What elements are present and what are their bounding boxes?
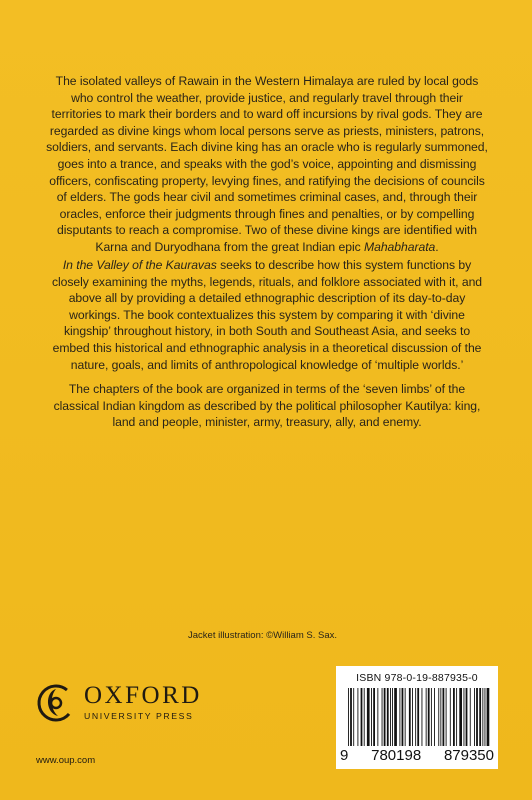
barcode-bar	[412, 688, 413, 746]
blurb-text-2: seeks to describe how this system functions by closely examining the myths, legends, rituals, and folklore associated with it, and above all by providing a detailed ethnographic description of its day-to-day workings. The book contextualizes this system by comparing it with ‘divine kingship’ throughout history, in both South and Southeast Asia, and seeks to embed this historical and ethnographic analysis in a theoretical discussion of the nature, goals, and limits of anthropological knowledge of ‘multiple worlds.’	[51, 258, 483, 372]
publisher-name: OXFORD	[84, 682, 202, 709]
barcode-bar	[438, 688, 439, 746]
barcode-bar	[487, 688, 490, 746]
barcode-bar	[394, 688, 397, 746]
barcode-bar	[443, 688, 445, 746]
barcode-bar	[459, 688, 462, 746]
barcode-bar	[417, 688, 419, 746]
barcode-bar	[373, 688, 375, 746]
barcode-bar	[361, 688, 363, 746]
barcode-bar	[364, 688, 365, 746]
barcode-bar	[466, 688, 468, 746]
barcode-bar	[479, 688, 481, 746]
publisher-subtitle: UNIVERSITY PRESS	[84, 711, 194, 721]
barcode-digit-group-1: 780198	[371, 747, 422, 764]
barcode-bar	[399, 688, 400, 746]
barcode-bar	[476, 688, 478, 746]
barcode-bar	[415, 688, 416, 746]
barcode-bar	[409, 688, 411, 746]
barcode-bar	[453, 688, 455, 746]
blurb-text-3: The chapters of the book are organized in terms of the ‘seven limbs’ of the classical Indian kingdom as described by the political philosopher Kautilya: king, land and people, minister, army, treasury, ally, and enemy.	[53, 382, 481, 430]
barcode-digit-group-2: 879350	[443, 747, 494, 764]
barcode-bar	[485, 688, 486, 746]
barcode-bar	[456, 688, 457, 746]
barcode-bar	[384, 688, 386, 746]
blurb-text-1: The isolated valleys of Rawain in the Western Himalaya are ruled by local gods who control the weather, provide justice, and regularly travel through their territories to mark their borders and to ward off incursions by rival gods. They are regarded as divine kings whom local persons serve as priests, ministers, patrons, soldiers, and servants. Each divine king has an oracle who is regularly summoned, goes into a trance, and speaks with the god’s voice, appointing and dismissing officers, confiscating property, levying fines, and ratifying the decisions of councils of elders. The gods hear civil and sometimes criminal cases, and, through their oracles, enforce their judgments through fines and penalties, or by compelling disputants to reach a compromise. Two of these divine kings are identified with Karna and Duryodhana from the great Indian epic	[46, 74, 488, 254]
publisher-logo	[36, 683, 202, 723]
barcode-bar	[464, 688, 465, 746]
barcode-digits	[340, 748, 494, 764]
barcode-bar	[428, 688, 430, 746]
blurb-paragraph-1	[46, 73, 488, 256]
barcode-bar	[350, 688, 352, 746]
barcode-bar	[392, 688, 393, 746]
barcode-bar	[422, 688, 423, 746]
barcode-digit-prefix: 9	[340, 747, 349, 764]
oxford-swirl-icon	[36, 683, 76, 723]
jacket-credit: Jacket illustration: ©William S. Sax.	[188, 630, 338, 641]
barcode-bar	[348, 688, 349, 746]
barcode-bar	[387, 688, 389, 746]
barcode-bar	[434, 688, 435, 746]
barcode-bar	[450, 688, 451, 746]
barcode-bar	[357, 688, 358, 746]
barcode-bar	[474, 688, 475, 746]
barcode-bar	[440, 688, 441, 746]
isbn-barcode	[336, 666, 498, 769]
barcode-bar	[405, 688, 406, 746]
epic-title: Mahabharata	[364, 239, 436, 254]
book-title: In the Valley of the Kauravas	[62, 258, 217, 272]
barcode-bar	[470, 688, 471, 746]
barcode-bar	[382, 688, 383, 746]
publisher-url[interactable]: www.oup.com	[36, 755, 96, 766]
blurb-paragraph-3	[46, 381, 488, 431]
barcode-bar	[402, 688, 404, 746]
barcode-bar	[377, 688, 378, 746]
barcode-bar	[426, 688, 427, 746]
barcode-bar	[431, 688, 432, 746]
barcode-bars	[346, 688, 490, 746]
barcode-bar	[353, 688, 354, 746]
barcode-bar	[371, 688, 372, 746]
blurb-paragraph-2	[46, 257, 488, 373]
barcode-bar	[367, 688, 370, 746]
barcode-bar	[390, 688, 391, 746]
barcode-bar	[482, 688, 483, 746]
barcode-bar	[446, 688, 447, 746]
blurb-text-1-end: .	[435, 239, 439, 254]
isbn-label: ISBN 978-0-19-887935-0	[356, 672, 478, 684]
